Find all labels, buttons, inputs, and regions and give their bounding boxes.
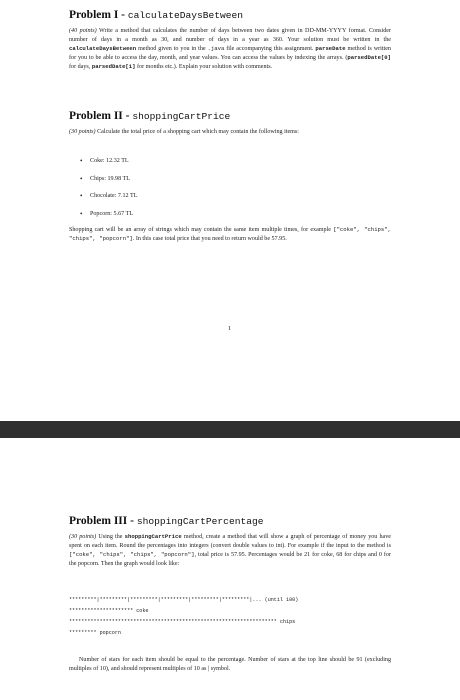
problem-2-description xyxy=(69,226,391,244)
list-item: • Chocolate: 7.12 TL xyxy=(80,192,137,210)
problem-3-points: (30 points) xyxy=(69,534,97,540)
problem-3-title-code: shoppingCartPercentage xyxy=(136,516,264,527)
problem-2-intro xyxy=(69,128,391,137)
code-run: ["coke", "chips", "chips", "popcorn"] xyxy=(69,226,391,242)
graph-line-coke: ********************* coke xyxy=(69,608,149,614)
code-run: calculateDaysBetween xyxy=(69,44,137,52)
code-run: .java xyxy=(207,44,225,52)
problem-1-description xyxy=(69,27,391,72)
text-run: for months etc.). Explain your solution with comments. xyxy=(135,63,273,70)
list-item: • Popcorn: 5.67 TL xyxy=(80,210,137,228)
problem-2-title xyxy=(69,110,230,122)
graph-line-popcorn: ********* popcorn xyxy=(69,630,121,636)
code-run: ["coke", "chips", "chips", "popcorn"] xyxy=(69,550,195,558)
problem-2-points: (30 points) xyxy=(69,129,96,135)
text-run: method, create a method that will show a graph of percentage of money you have spent on each item. Round the percentages into integers (convert double values to int). For example if the input to the method is xyxy=(69,534,392,549)
text-run: Write a method that calculates the number of days between two dates given in DD-MM-YYYY format. Consider number of days in a month as 30, and number of days in a year as 360. Your solution must be written in the xyxy=(69,28,391,43)
problem-1-title xyxy=(69,9,243,21)
page-number: 1 xyxy=(228,325,232,332)
text-run: method is written for you to be able to access the day, month, and year values. You can access the values by indexing the arrays. ( xyxy=(69,45,391,61)
text-run: method given to you in the xyxy=(136,45,208,52)
code-run: parsedDate[1] xyxy=(91,62,136,70)
code-run: shoppingCartPrice xyxy=(124,533,182,540)
text-run: for days, xyxy=(69,63,92,70)
text-run: file accompanying this assignment. xyxy=(224,45,316,52)
document-page-2 xyxy=(0,438,460,700)
problem-3-title-prefix: Problem III - xyxy=(69,515,137,527)
problem-1-points: (40 points) xyxy=(69,28,97,34)
problem-3-description xyxy=(69,533,391,569)
text-run: Using the xyxy=(96,534,125,540)
text-run: Calculate the total price of a shopping cart which may contain the following items: xyxy=(95,129,299,135)
problem-1-title-prefix: Problem I - xyxy=(69,9,128,21)
code-run: parsedDate[0] xyxy=(347,53,391,61)
text-run: . In this case total price that you need to return would be 57.95. xyxy=(132,235,287,242)
problem-3-note: Number of stars for each item should be equal to the percentage. Number of stars at the top line should be 91 (excluding multiples of 10), and should represent multiples of 10 as | symbol. xyxy=(69,657,391,672)
problem-2-title-prefix: Problem II - xyxy=(69,110,133,122)
problem-3-title xyxy=(69,515,264,527)
list-item: • Coke: 12.32 TL xyxy=(80,157,137,175)
graph-line-chips: ******************************************************************** chips xyxy=(69,619,296,625)
page-separator xyxy=(0,421,460,438)
problem-2-title-code: shoppingCartPrice xyxy=(132,111,231,122)
text-run: Shopping cart will be an array of strings which may contain the same item multiple times, for example xyxy=(69,227,334,233)
text-run: , total price is 57.95. Percentages would be 21 for coke, 68 for chips and 0 for the popcorn. Then the graph would look like: xyxy=(69,551,392,567)
price-list xyxy=(80,157,137,227)
problem-1-title-code: calculateDaysBetween xyxy=(127,10,244,21)
graph-line-scale: *********|*********|*********|*********|*********|*********|... (until 100) xyxy=(69,597,299,603)
code-run: parseDate xyxy=(315,44,346,52)
list-item: • Chips: 19.98 TL xyxy=(80,175,137,193)
